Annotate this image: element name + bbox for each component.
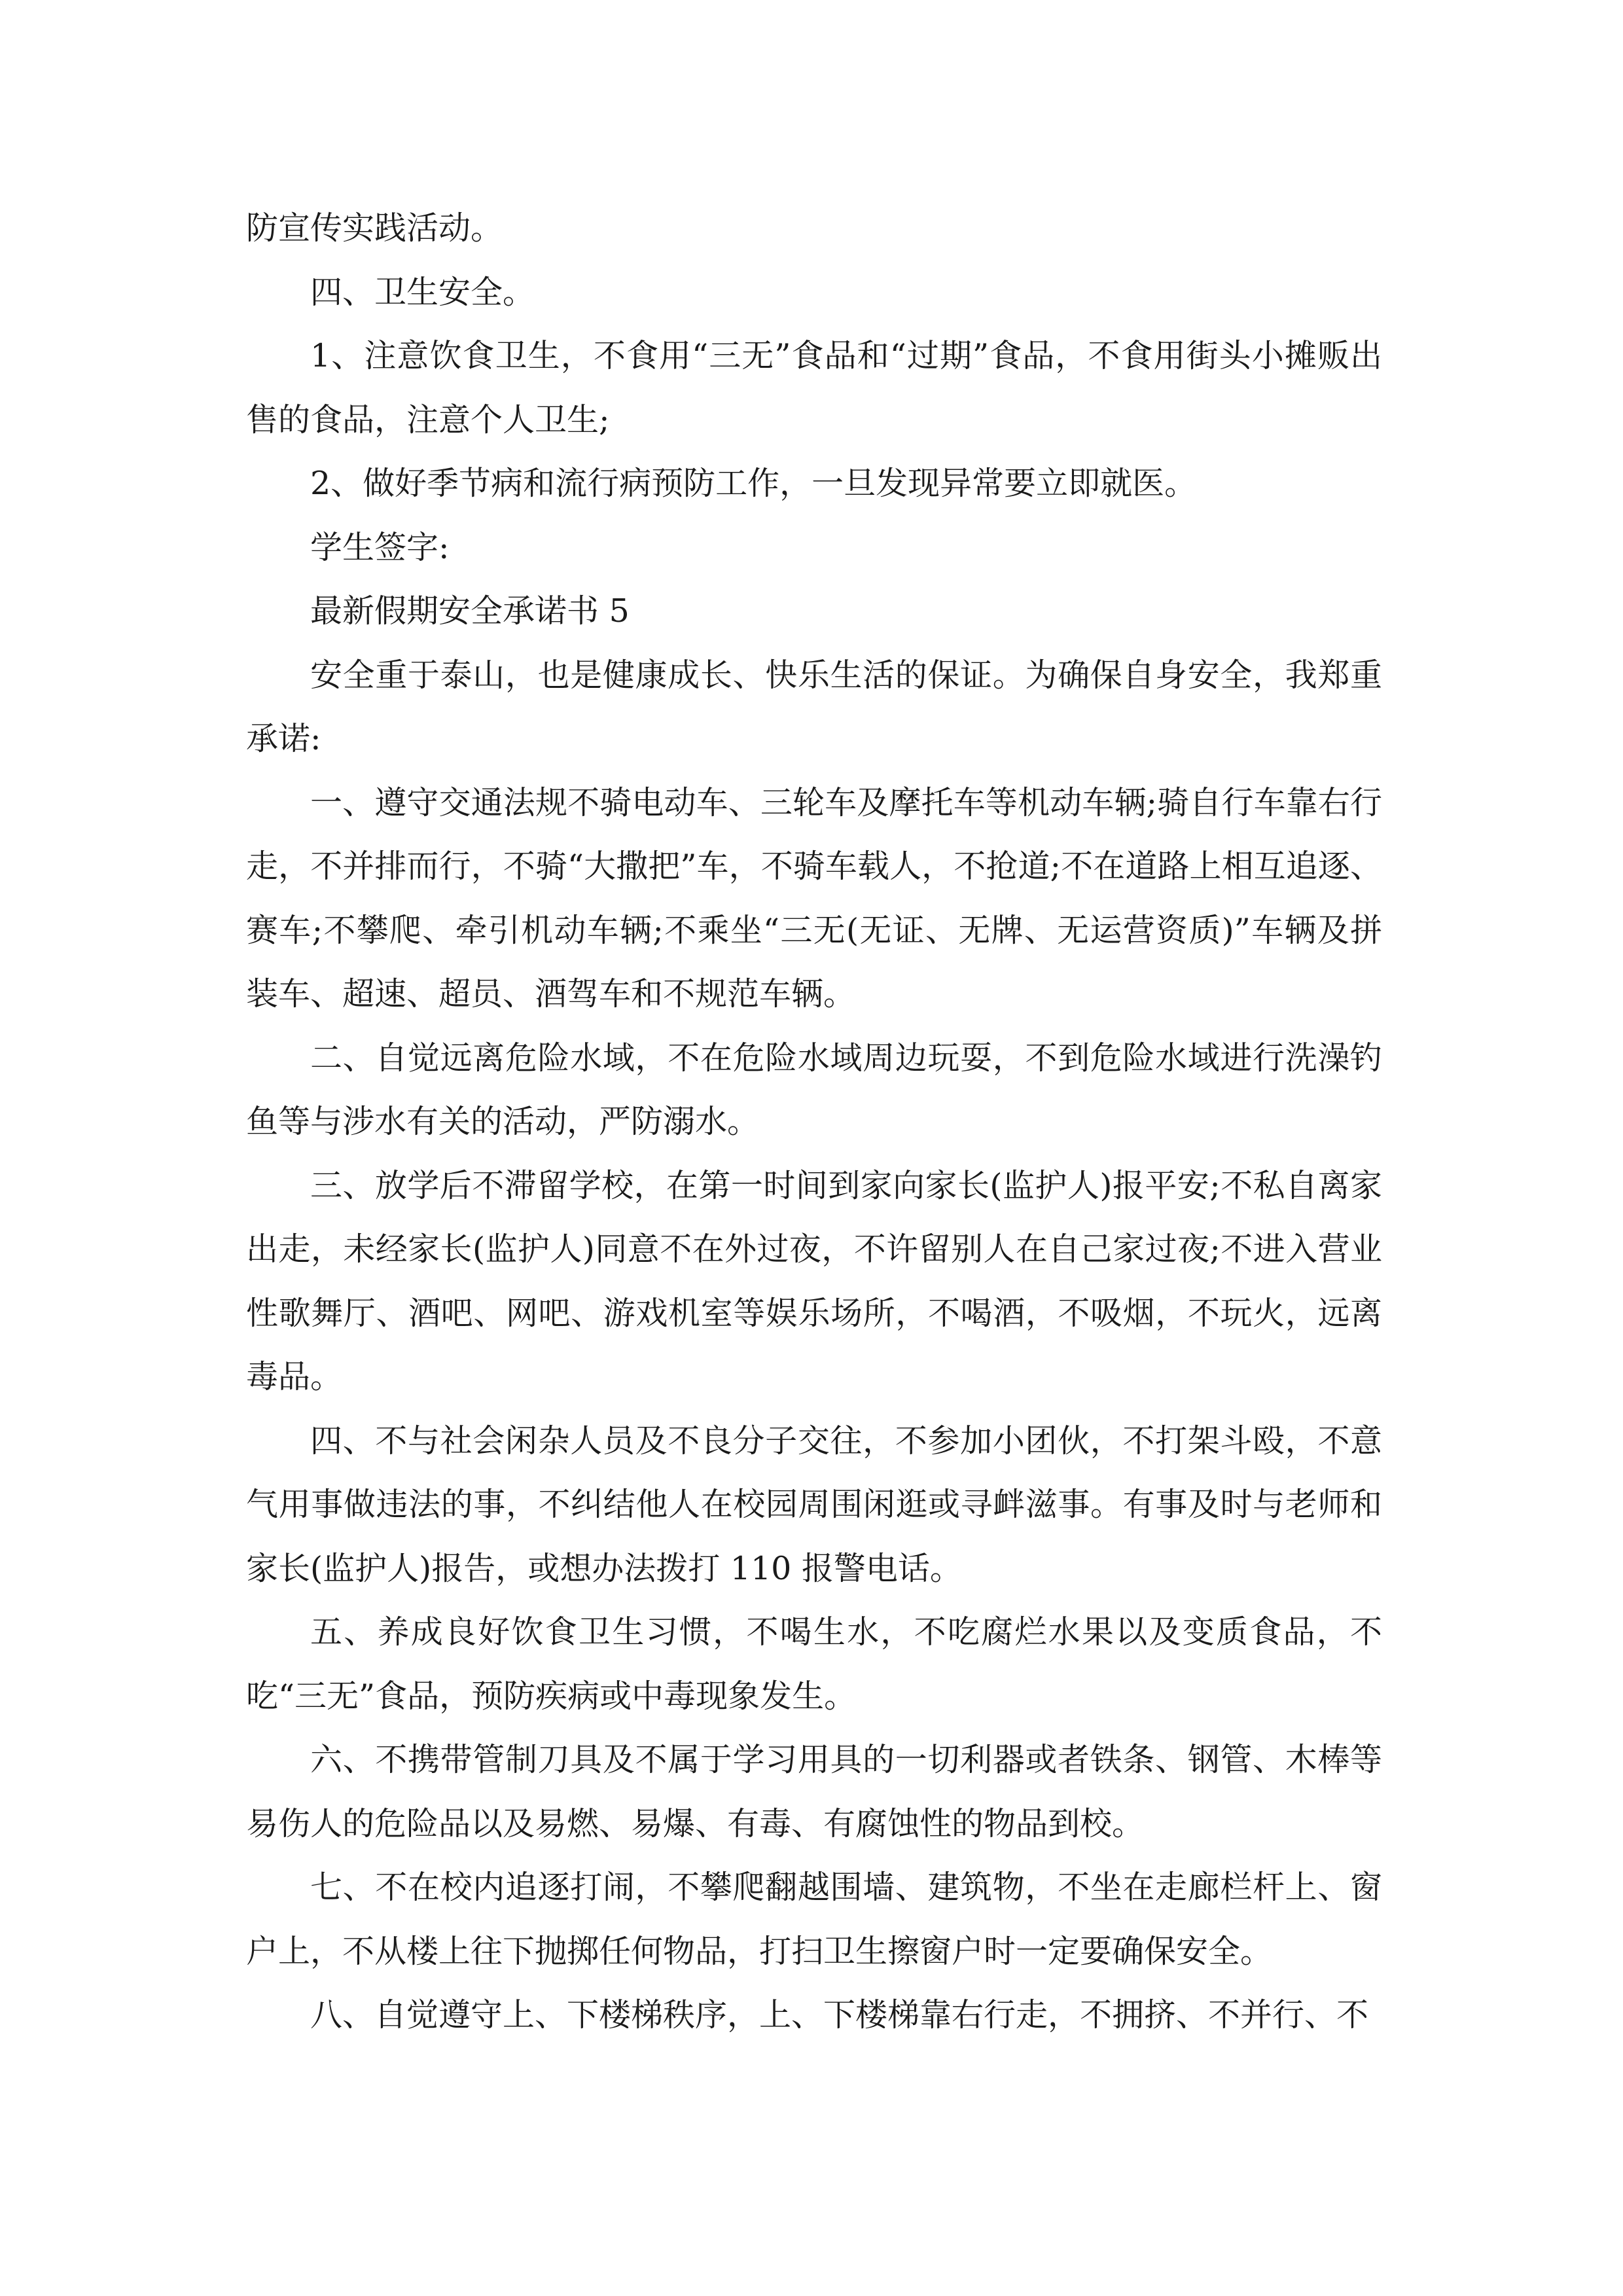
paragraph: 四、不与社会闲杂人员及不良分子交往，不参加小团伙，不打架斗殴，不意气用事做违法的事，不纠结他人在校园周围闲逛或寻衅滋事。有事及时与老师和家长(监护人)报告，或想办法拨打 110 报警电话。	[246, 1422, 1382, 1587]
paragraph: 安全重于泰山，也是健康成长、快乐生活的保证。为确保自身安全，我郑重承诺:	[246, 656, 1382, 757]
paragraph: 三、放学后不滞留学校，在第一时间到家向家长(监护人)报平安;不私自离家出走，未经家长(监护人)同意不在外过夜，不许留别人在自己家过夜;不进入营业性歌舞厅、酒吧、网吧、游戏机室等娱乐场所，不喝酒，不吸烟，不玩火，远离毒品。	[246, 1166, 1382, 1395]
student-signature-label: 学生签字:	[310, 528, 450, 566]
paragraph: 七、不在校内追逐打闹，不攀爬翻越围墙、建筑物，不坐在走廊栏杆上、窗户上，不从楼上往下抛掷任何物品，打扫卫生擦窗户时一定要确保安全。	[246, 1869, 1382, 1970]
paragraph: 二、自觉远离危险水域，不在危险水域周边玩耍，不到危险水域进行洗澡钓鱼等与涉水有关的活动，严防溺水。	[246, 1039, 1382, 1140]
paragraph: 六、不携带管制刀具及不属于学习用具的一切利器或者铁条、钢管、木棒等易伤人的危险品以及易燃、易爆、有毒、有腐蚀性的物品到校。	[246, 1741, 1382, 1842]
paragraph: 五、养成良好饮食卫生习惯，不喝生水，不吃腐烂水果以及变质食品，不吃“三无”食品，预防疾病或中毒现象发生。	[246, 1613, 1382, 1715]
paragraph: 一、遵守交通法规不骑电动车、三轮车及摩托车等机动车辆;骑自行车靠右行走，不并排而行，不骑“大撒把”车，不骑车载人，不抢道;不在道路上相互追逐、赛车;不攀爬、牵引机动车辆;不乘坐“三无(无证、无牌、无运营资质)”车辆及拼装车、超速、超员、酒驾车和不规范车辆。	[246, 783, 1382, 1013]
paragraph: 八、自觉遵守上、下楼梯秩序，上、下楼梯靠右行走，不拥挤、不并行、不	[310, 1996, 1369, 2034]
document-title: 最新假期安全承诺书 5	[310, 592, 630, 630]
paragraph: 1、注意饮食卫生，不食用“三无”食品和“过期”食品，不食用街头小摊贩出售的食品，注意个人卫生;	[246, 337, 1382, 439]
section-heading-hygiene: 四、卫生安全。	[310, 273, 535, 311]
paragraph: 防宣传实践活动。	[246, 209, 503, 247]
document-body	[246, 196, 1382, 2047]
paragraph: 2、做好季节病和流行病预防工作，一旦发现异常要立即就医。	[310, 465, 1197, 502]
